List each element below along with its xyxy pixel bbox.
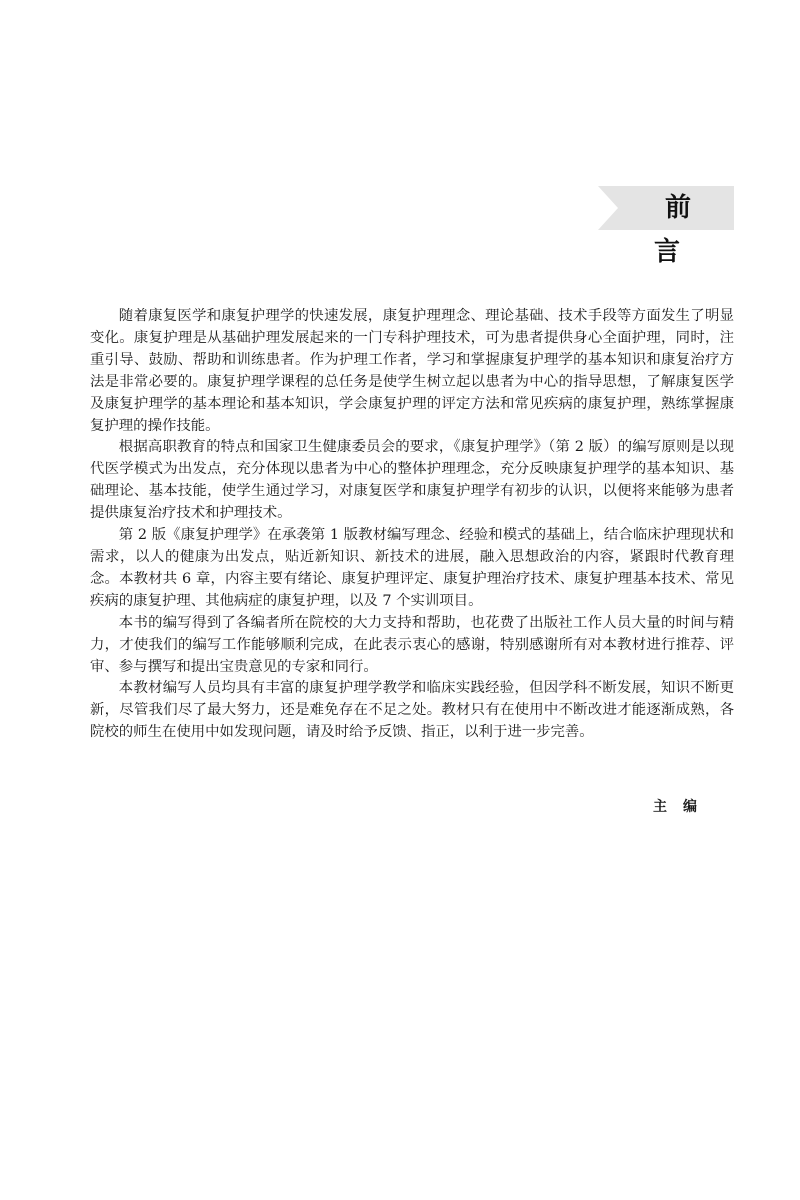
signature: 主编 xyxy=(653,799,713,815)
paragraph-4: 本书的编写得到了各编者所在院校的大力支持和帮助，也花费了出版社工作人员大量的时间与精力，才使我们的编写工作能够顺利完成，在此表示衷心的感谢，特别感谢所有对本教材进行推荐、评审、参与撰写和提出宝贵意见的专家和同行。 xyxy=(90,614,734,675)
paragraph-3: 第 2 版《康复护理学》在承袭第 1 版教材编写理念、经验和模式的基础上，结合临床护理现状和需求，以人的健康为出发点，贴近新知识、新技术的进展，融入思想政治的内容，紧跟时代教育理念。本教材共 6 章，内容主要有绪论、康复护理评定、康复护理治疗技术、康复护理基本技术、常见疾病的康复护理、其他病症的康复护理，以及 7 个实训项目。 xyxy=(90,527,734,609)
preface-body xyxy=(90,306,734,744)
page-title: 前言 xyxy=(653,193,713,267)
paragraph-1: 随着康复医学和康复护理学的快速发展，康复护理理念、理论基础、技术手段等方面发生了明显变化。康复护理是从基础护理发展起来的一门专科护理技术，可为患者提供身心全面护理，同时，注重引导、鼓励、帮助和训练患者。作为护理工作者，学习和掌握康复护理学的基本知识和康复治疗方法是非常必要的。康复护理学课程的总任务是使学生树立起以患者为中心的指导思想，了解康复医学及康复护理学的基本理论和基本知识，学会康复护理的评定方法和常见疾病的康复护理，熟练掌握康复护理的操作技能。 xyxy=(90,308,734,434)
paragraph-2: 根据高职教育的特点和国家卫生健康委员会的要求，《康复护理学》（第 2 版）的编写原则是以现代医学模式为出发点，充分体现以患者为中心的整体护理理念，充分反映康复护理学的基本知识、基础理论、基本技能，使学生通过学习，对康复医学和康复护理学有初步的认识，以便将来能够为患者提供康复治疗技术和护理技术。 xyxy=(90,439,734,522)
paragraph-5: 本教材编写人员均具有丰富的康复护理学教学和临床实践经验，但因学科不断发展，知识不断更新，尽管我们尽了最大努力，还是难免存在不足之处。教材只有在使用中不断改进才能逐渐成熟，各院校的师生在使用中如发现问题，请及时给予反馈、指正，以利于进一步完善。 xyxy=(90,680,734,741)
